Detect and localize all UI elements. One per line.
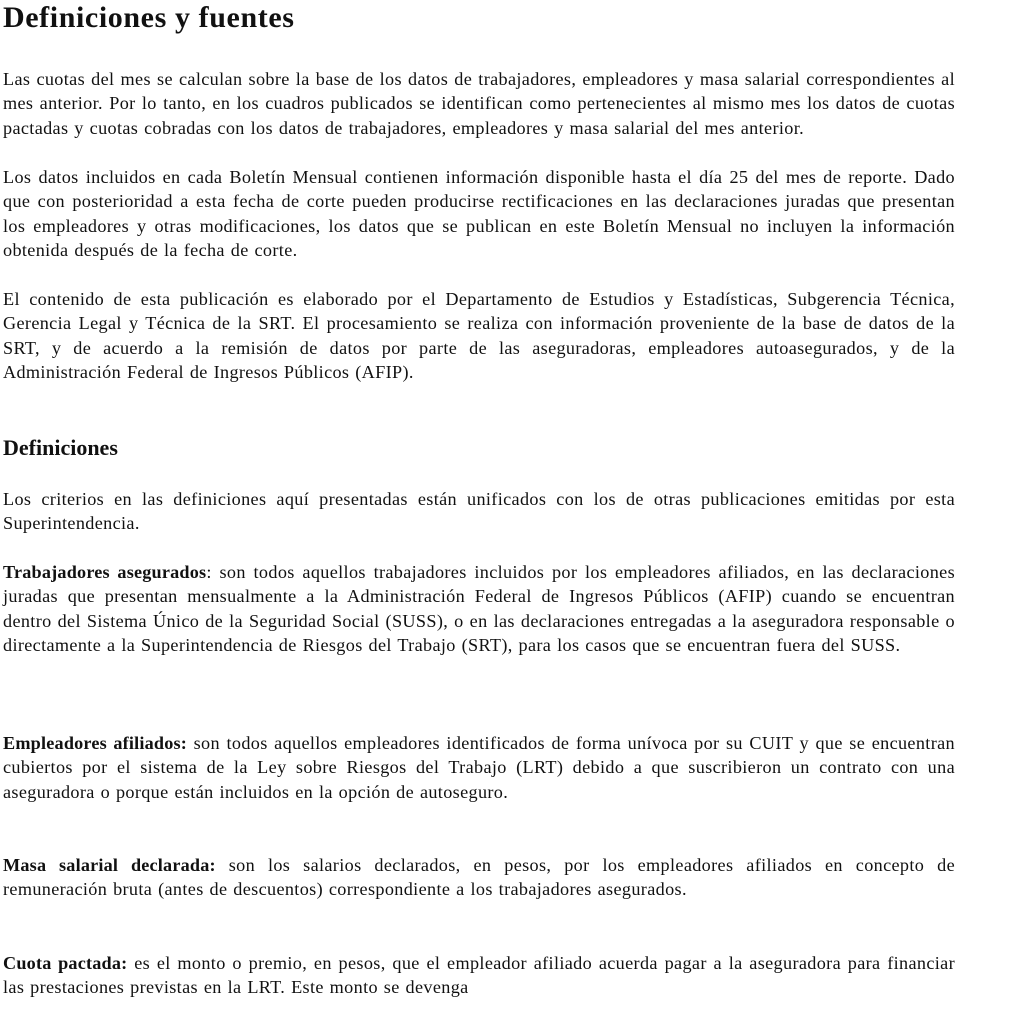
definitions-heading: Definiciones [3,435,118,460]
definition-trabajadores-asegurados [3,560,955,658]
definition-term: Masa salarial declarada: [3,855,216,875]
definition-text: son los salarios declarados, en pesos, por los empleadores afiliados en concepto de remuneración bruta (antes de descuentos) correspondiente a los trabajadores asegurados. [3,855,955,900]
definition-cuota-pactada [3,951,955,1000]
definition-masa-salarial-declarada [3,853,955,902]
page-title: Definiciones y fuentes [3,1,295,34]
definition-text: es el monto o premio, en pesos, que el empleador afiliado acuerda pagar a la aseguradora para financiar las prestaciones previstas en la LRT. Este monto se devenga [3,953,955,998]
definition-empleadores-afiliados [3,731,955,804]
definition-text: son todos aquellos empleadores identificados de forma unívoca por su CUIT y que se encuentran cubiertos por el sistema de la Ley sobre Riesgos del Trabajo (LRT) debido a que suscribieron un contrato con una aseguradora o porque están incluidos en la opción de autoseguro. [3,733,955,802]
definitions-intro-paragraph: Los criterios en las definiciones aquí presentadas están unificados con los de otras publicaciones emitidas por esta Superintendencia. [3,489,955,534]
intro-paragraph-quotas: Las cuotas del mes se calculan sobre la base de los datos de trabajadores, empleadores y masa salarial correspondientes al mes anterior. Por lo tanto, en los cuadros publicados se identifican como pertenecientes al mismo mes los datos de cuotas pactadas y cuotas cobradas con los datos de trabajadores, empleadores y masa salarial del mes anterior. [3,69,955,138]
intro-paragraph-sources: El contenido de esta publicación es elaborado por el Departamento de Estudios y Estadísticas, Subgerencia Técnica, Gerencia Legal y Técnica de la SRT. El procesamiento se realiza con información proveniente de la base de datos de la SRT, y de acuerdo a la remisión de datos por parte de las aseguradoras, empleadores autoasegurados, y de la Administración Federal de Ingresos Públicos (AFIP). [3,289,955,383]
definition-separator: : [206,562,220,582]
definition-term: Trabajadores asegurados [3,562,207,582]
definition-separator [216,855,229,875]
definition-text: son todos aquellos trabajadores incluidos por los empleadores afiliados, en las declaraciones juradas que presentan mensualmente a la Administración Federal de Ingresos Públicos (AFIP) cuando se encuentran dentro del Sistema Único de la Seguridad Social (SUSS), o en las declaraciones entregadas a la aseguradora responsable o directamente a la Superintendencia de Riesgos del Trabajo (SRT), para los casos que se encuentran fuera del SUSS. [3,562,956,656]
definition-term: Cuota pactada: [3,953,128,973]
definition-term: Empleadores afiliados: [3,733,188,753]
intro-paragraph-cutoff-date: Los datos incluidos en cada Boletín Mensual contienen información disponible hasta el día 25 del mes de reporte. Dado que con posterioridad a esta fecha de corte pueden producirse rectificaciones en las declaraciones juradas que presentan los empleadores y otras modificaciones, los datos que se publican en este Boletín Mensual no incluyen la información obtenida después de la fecha de corte. [3,167,955,261]
